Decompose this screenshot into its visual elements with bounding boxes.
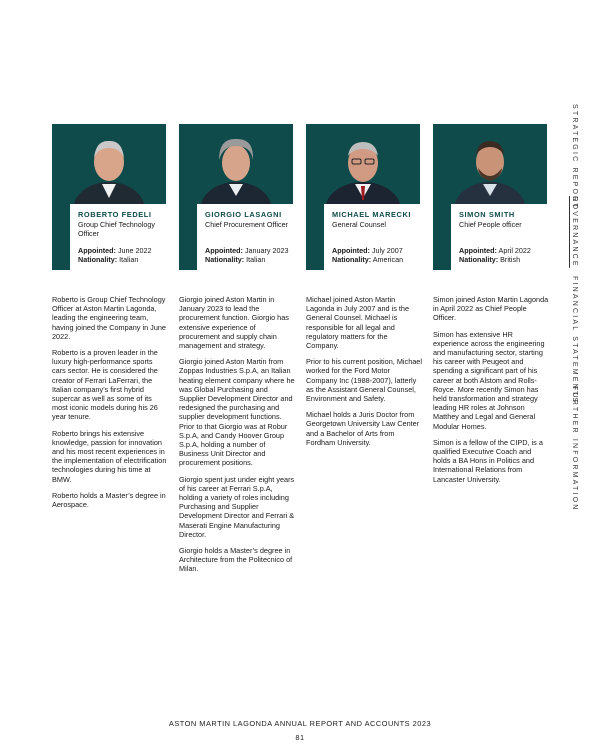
person-card-michael — [332, 210, 422, 264]
accent-bar — [433, 204, 451, 270]
person-nationality: Nationality: Italian — [78, 255, 139, 264]
bio-column-simon — [433, 295, 549, 491]
bio-paragraph: Michael joined Aston Martin Lagonda in July 2007 and is the General Counsel. Michael is responsible for all legal and regulatory matters for the Company. — [306, 295, 410, 351]
person-appointed: Appointed: July 2007 — [332, 246, 403, 255]
person-appointed: Appointed: January 2023 — [205, 246, 289, 255]
person-nationality: Nationality: American — [332, 255, 404, 264]
portrait-michael-marecki — [306, 124, 420, 204]
person-nationality: Nationality: British — [459, 255, 521, 264]
person-appointed: Appointed: April 2022 — [459, 246, 531, 255]
accent-bar — [306, 204, 324, 270]
person-silhouette-icon — [179, 124, 293, 204]
page-number: 81 — [295, 733, 305, 742]
person-silhouette-icon — [52, 124, 166, 204]
portrait-simon-smith — [433, 124, 547, 204]
bio-paragraph: Simon joined Aston Martin Lagonda in April 2022 as Chief People Officer. — [433, 295, 549, 323]
person-silhouette-icon — [306, 124, 420, 204]
side-nav-strategic-report[interactable]: STRATEGIC REPORT — [571, 104, 578, 210]
person-silhouette-icon — [433, 124, 547, 204]
bio-column-giorgio — [179, 295, 295, 581]
accent-bar — [52, 204, 70, 270]
person-role: Chief Procurement Officer — [205, 220, 288, 229]
bio-paragraph: Giorgio spent just under eight years of his career at Ferrari S.p.A, holding a variety of roles including Purchasing and Supplier Development Director and Ferrari & Maserati Engine Manufacturing Director. — [179, 474, 295, 539]
bio-paragraph: Roberto is a proven leader in the luxury high-performance sports cars sector. He is considered the creator of Ferrari LaFerrari, the Italian company’s first hybrid supercar as well as some of its most iconic models during his 26 year tenure. — [52, 348, 158, 422]
person-name: ROBERTO FEDELI — [78, 210, 152, 219]
accent-bar — [179, 204, 197, 270]
side-nav-further-information[interactable]: FURTHER INFORMATION — [571, 386, 578, 512]
portrait-giorgio-lasagni — [179, 124, 293, 204]
bio-paragraph: Prior to his current position, Michael worked for the Ford Motor Company Inc (1988-2007), latterly as the Assistant General Counsel, Environment and Safety. — [306, 357, 422, 404]
person-name: MICHAEL MARECKI — [332, 210, 412, 219]
bio-column-michael — [306, 295, 422, 454]
side-nav-financial-statements[interactable]: FINANCIAL STATEMENTS — [571, 276, 578, 405]
bio-paragraph: Simon has extensive HR experience across the engineering and manufacturing sector, starting his career with Peugeot and spending a significant part of his career at both Alstom and Rolls-Royce. More recently Simon has held transformation and strategy leading HR roles at Johnson Matthey and Legal and General Modular Homes. — [433, 329, 545, 431]
bio-paragraph: Michael holds a Juris Doctor from Georgetown University Law Center and a Bachelor of Arts from Fordham University. — [306, 410, 420, 447]
person-role: Group Chief Technology Officer — [78, 220, 155, 238]
person-name: GIORGIO LASAGNI — [205, 210, 282, 219]
bio-paragraph: Giorgio holds a Master’s degree in Architecture from the Politecnico of Milan. — [179, 546, 293, 574]
person-name: SIMON SMITH — [459, 210, 515, 219]
bio-paragraph: Giorgio joined Aston Martin from Zoppas Industries S.p.A, an Italian heating element company where he was Global Purchasing and Supplier Development Director and redesigned the purchasing and supplier development functions. Prior to that Giorgio was at Robur S.p.A, and Candy Hoover Group S.p.A, holding a number of Business Unit Director and procurement positions. — [179, 357, 295, 468]
person-role: Chief People officer — [459, 220, 522, 229]
bio-paragraph: Roberto brings his extensive knowledge, passion for innovation and his most recent experiences in the implementation of electrification technologies during his time at BMW. — [52, 428, 167, 484]
bio-paragraph: Simon is a fellow of the CIPD, is a qualified Executive Coach and holds a BA Hons in Politics and International Relations from Lancaster University. — [433, 437, 543, 484]
side-nav-governance[interactable]: GOVERNANCE — [571, 196, 578, 268]
portrait-roberto-fedeli — [52, 124, 166, 204]
bio-paragraph: Roberto holds a Master’s degree in Aerospace. — [52, 490, 166, 510]
person-card-giorgio — [205, 210, 295, 264]
person-role: General Counsel — [332, 220, 386, 229]
person-card-simon — [459, 210, 549, 264]
footer-title: ASTON MARTIN LAGONDA ANNUAL REPORT AND ACCOUNTS 2023 — [168, 719, 432, 728]
person-appointed: Appointed: June 2022 — [78, 246, 152, 255]
person-nationality: Nationality: Italian — [205, 255, 266, 264]
bio-paragraph: Roberto is Group Chief Technology Officer at Aston Martin Lagonda, leading the engineering team, having joined the Company in June 2022. — [52, 295, 166, 341]
bio-paragraph: Giorgio joined Aston Martin in January 2023 to lead the procurement function. Giorgio has extensive experience of procurement and supply chain management and strategy. — [179, 295, 289, 351]
person-card-roberto — [78, 210, 168, 264]
bio-column-roberto — [52, 295, 168, 516]
